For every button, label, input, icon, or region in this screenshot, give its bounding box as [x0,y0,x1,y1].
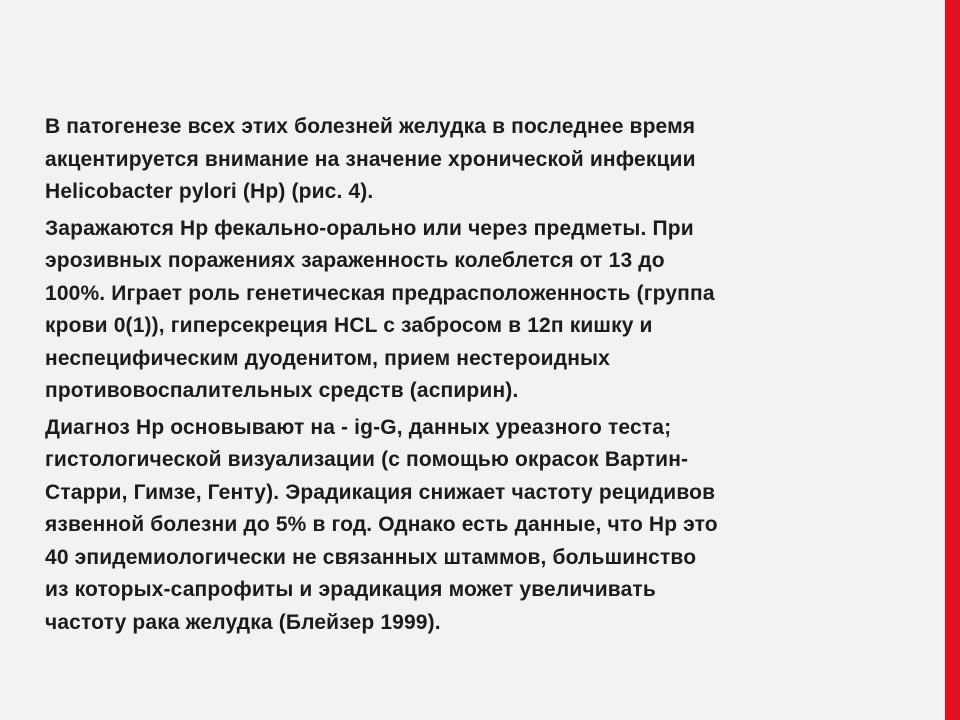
text-line: 100%. Играет роль генетическая предрасположенность (группа [45,281,715,305]
text-line: из которых-сапрофиты и эрадикация может увеличивать [45,578,656,601]
text-line: язвенной болезни до 5% в год. Однако есть данные, что Hp это [45,513,718,536]
text-line: Диагноз Hp основывают на - ig-G, данных уреазного теста; [45,415,672,439]
text-line: Helicobacter pylori (Hp) (рис. 4). [45,180,374,203]
text-line: Старри, Гимзе, Генту). Эрадикация снижает частоту рецидивов [45,480,716,504]
text-line: эрозивных поражениях зараженность колеблется от 13 до [45,249,665,272]
accent-bar [945,0,960,720]
text-line: акцентируется внимание на значение хронической инфекции [45,147,696,171]
paragraph-2 [45,213,925,408]
text-line: крови 0(1)), гиперсекреция HCL с забросом в 12п кишку и [45,314,653,337]
text-line: частоту рака желудка (Блейзер 1999). [45,610,441,634]
text-line: В патогенезе всех этих болезней желудка в последнее время [45,115,696,138]
paragraph-1 [45,111,925,209]
text-line: 40 эпидемиологически не связанных штаммов, большинство [45,545,697,569]
text-line: Заражаются Hp фекально-орально или через предметы. При [45,216,694,240]
text-line: неспецифическим дуоденитом, прием нестероидных [45,346,610,370]
text-line: противовоспалительных средств (аспирин). [45,379,519,402]
slide-body [45,111,925,643]
text-line: гистологической визуализации (с помощью окрасок Вартин- [45,448,689,471]
paragraph-3 [45,412,925,640]
